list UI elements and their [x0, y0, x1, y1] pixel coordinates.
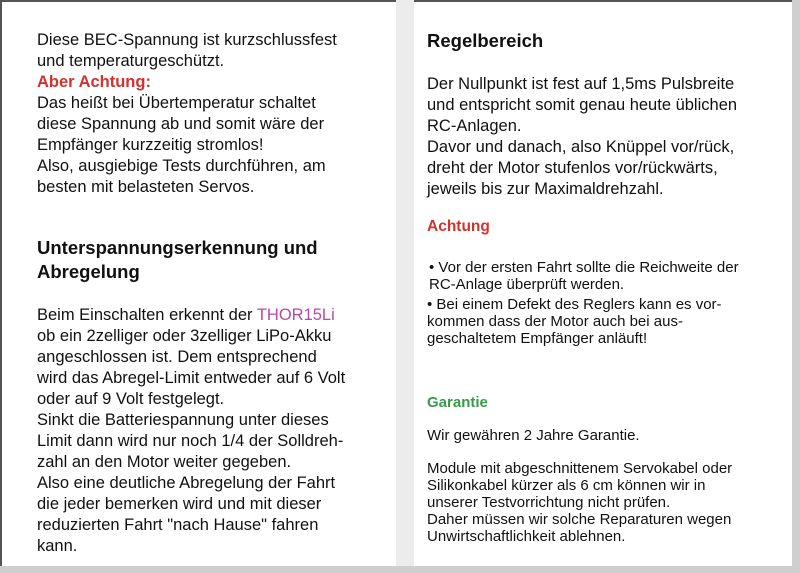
bullet-item: • Vor der ersten Fahrt sollte die Reichweite der RC-Anlage überprüft werden.: [429, 259, 739, 293]
achtung-heading: Achtung: [427, 218, 490, 235]
undervoltage-heading: Unterspannungserkennung und Abregelung: [37, 237, 318, 282]
module-text: Module mit abgeschnittenem Servokabel oder Silikonkabel kürzer als 6 cm können wir in unserer Testvorrichtung nicht prüfen. Daher müssen wir solche Reparaturen wegen Unwirtschaftlichkeit ablehnen.: [427, 460, 733, 545]
frame-bottom-shadow: [0, 566, 800, 573]
regelbereich-heading: Regelbereich: [427, 30, 544, 51]
frame-right-shadow: [792, 0, 800, 573]
bullet-item: • Bei einem Defekt des Reglers kann es vor- kommen dass der Motor auch bei aus- geschaltetem Empfänger anläuft!: [427, 296, 722, 347]
product-name: THOR15Li: [256, 306, 335, 324]
column-divider: [396, 0, 414, 566]
frame-left-border: [0, 0, 2, 573]
garantie-heading: Garantie: [427, 394, 488, 411]
regelbereich-body: Der Nullpunkt ist fest auf 1,5ms Pulsbreite und entspricht somit genau heute üblichen RC-Anlagen. Davor und danach, also Knüppel vor/rück, dreht der Motor stufenlos vor/rückwärts, jeweils bis zur Maximaldrehzahl.: [427, 75, 738, 198]
bec-intro-text: Diese BEC-Spannung ist kurzschlussfest und temperaturgeschützt.: [37, 31, 337, 70]
warning-text: Das heißt bei Übertemperatur schaltet diese Spannung ab und somit wäre der Empfänger kurzzeitig stromlos! Also, ausgiebige Tests durchführen, am besten mit belasteten Servos.: [37, 94, 326, 196]
warning-label: Aber Achtung:: [37, 73, 151, 91]
undervoltage-body: [37, 305, 392, 557]
undervoltage-body-post: ob ein 2zelliger oder 3zelliger LiPo-Akku angeschlossen ist. Dem entsprechend wird das Abregel-Limit entweder auf 6 Volt oder auf 9 Volt festgelegt. Sinkt die Batteriespannung unter dieses Limit dann wird nur noch 1/4 der Solldreh- zahl an den Motor weiter gegeben. Also eine deutliche Abregelung der Fahrt die jeder bemerken wird und mit dieser reduzierten Fahrt "nach Hause" fahren kann.: [37, 327, 346, 555]
undervoltage-body-pre: Beim Einschalten erkennt der: [37, 306, 257, 324]
garantie-text: Wir gewähren 2 Jahre Garantie.: [427, 427, 640, 444]
